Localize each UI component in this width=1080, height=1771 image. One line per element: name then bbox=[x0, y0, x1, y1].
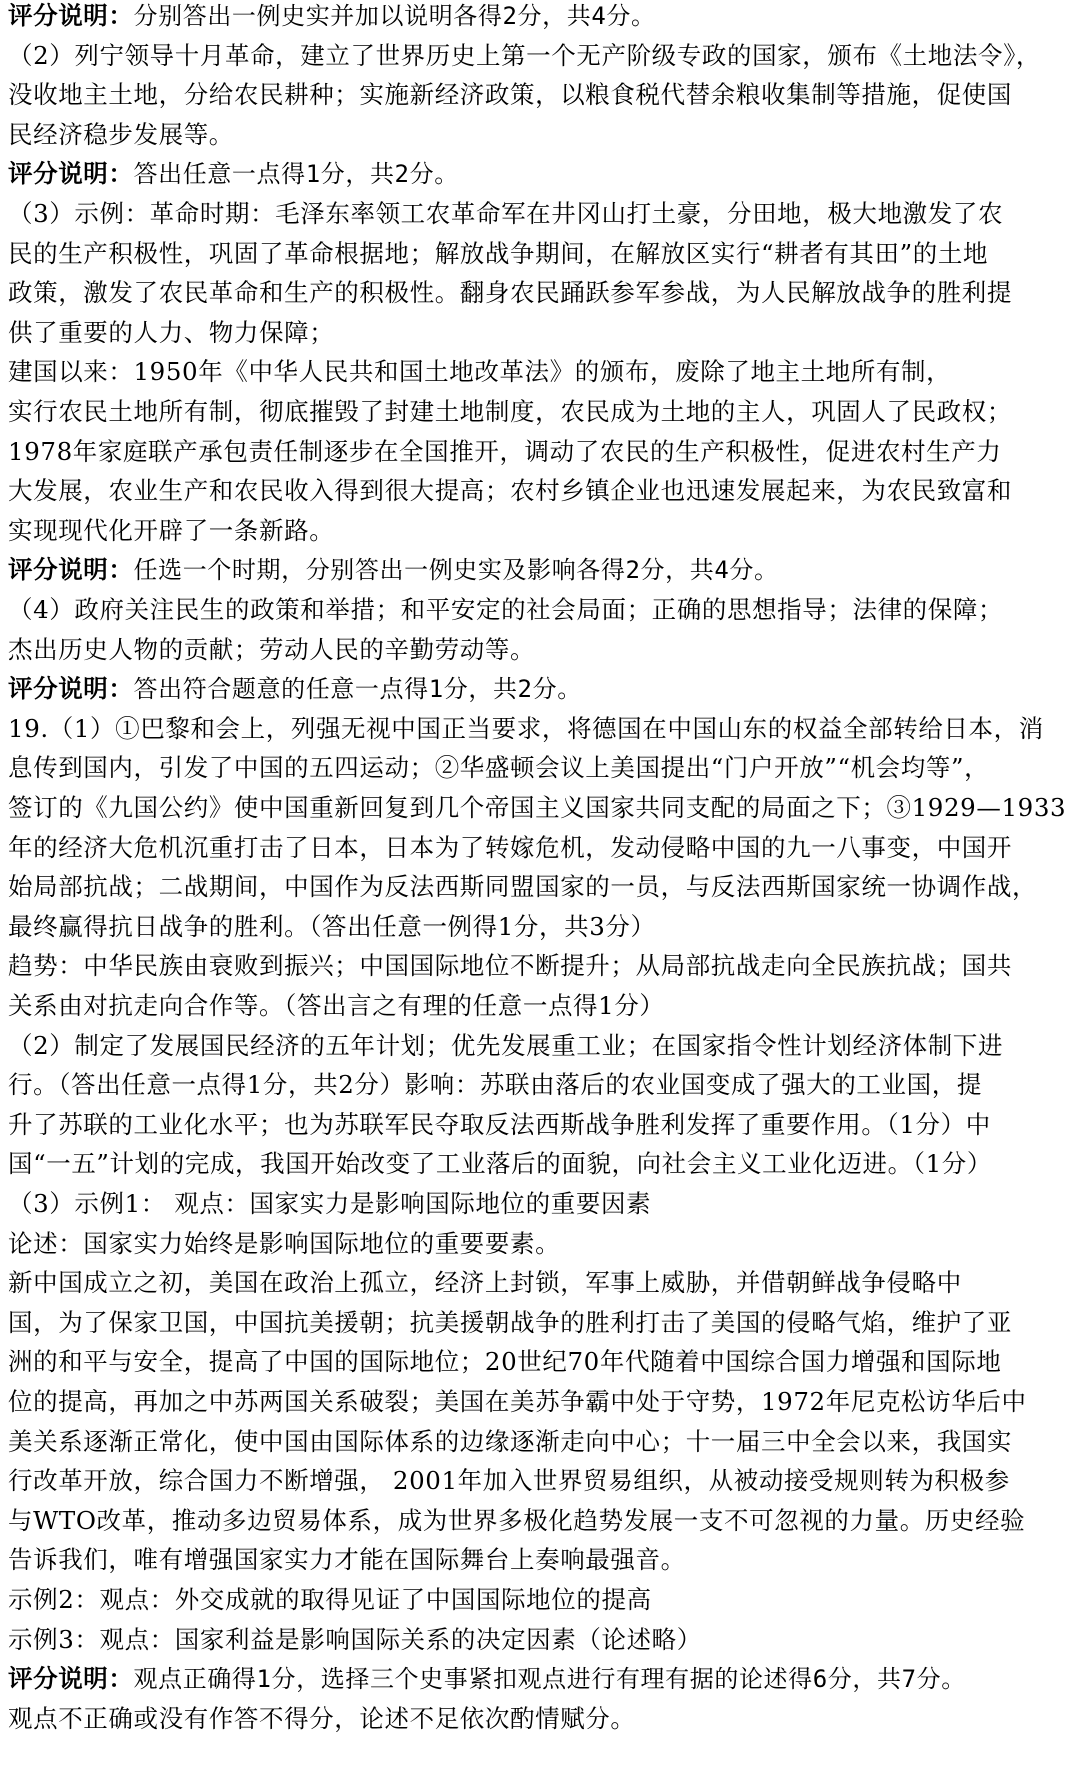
line-text: 民的生产积极性，巩固了革命根据地；解放战争期间，在解放区实行“耕者有其田”的土地 bbox=[8, 238, 989, 268]
scoring-note-line bbox=[8, 0, 1072, 36]
line-text: 分别答出一例史实并加以说明各得2分，共4分。 bbox=[133, 2, 656, 30]
line-text: 实现现代化开辟了一条新路。 bbox=[8, 515, 335, 545]
answer-line bbox=[8, 1224, 1072, 1264]
answer-line bbox=[8, 630, 1072, 670]
line-text: 国“一五”计划的完成，我国开始改变了工业落后的面貌，向社会主义工业化迈进。（1分） bbox=[8, 1149, 992, 1179]
line-text: 行改革开放，综合国力不断增强， 2001年加入世界贸易组织，从被动接受规则转为积极参 bbox=[8, 1466, 1010, 1496]
line-text: 新中国成立之初，美国在政治上孤立，经济上封锁，军事上威胁，并借朝鲜战争侵略中 bbox=[8, 1268, 962, 1298]
line-text: 示例2：观点：外交成就的取得见证了中国国际地位的提高 bbox=[8, 1585, 652, 1614]
answer-line bbox=[8, 828, 1072, 868]
line-text: 行。（答出任意一点得1分，共2分）影响：苏联由落后的农业国变成了强大的工业国，提 bbox=[8, 1070, 982, 1100]
scoring-note-line bbox=[8, 669, 1072, 709]
answer-line bbox=[8, 1144, 1072, 1184]
scoring-note-line bbox=[8, 550, 1072, 590]
scoring-label: 评分说明： bbox=[8, 159, 134, 189]
scoring-label: 评分说明： bbox=[8, 674, 134, 704]
answer-line bbox=[8, 36, 1072, 76]
answer-line bbox=[8, 1699, 1072, 1739]
line-text: 国，为了保家卫国，中国抗美援朝；抗美援朝战争的胜利打击了美国的侵略气焰，维护了亚 bbox=[8, 1307, 1012, 1337]
answer-line bbox=[8, 1540, 1072, 1580]
answer-line bbox=[8, 986, 1072, 1026]
line-text: 1978年家庭联产承包责任制逐步在全国推开，调动了农民的生产积极性，促进农村生产力 bbox=[8, 436, 1002, 466]
line-text: 最终赢得抗日战争的胜利。（答出任意一例得1分，共3分） bbox=[8, 911, 656, 941]
line-text: 杰出历史人物的贡献；劳动人民的辛勤劳动等。 bbox=[8, 634, 536, 664]
line-text: 位的提高，再加之中苏两国关系破裂；美国在美苏争霸中处于守势，1972年尼克松访华后中 bbox=[8, 1387, 1027, 1416]
line-text: 升了苏联的工业化水平；也为苏联军民夺取反法西斯战争胜利发挥了重要作用。（1分）中 bbox=[8, 1109, 991, 1139]
line-text: （4）政府关注民生的政策和举措；和平安定的社会局面；正确的思想指导；法律的保障； bbox=[8, 595, 1004, 624]
answer-line bbox=[8, 352, 1072, 392]
line-text: （2）制定了发展国民经济的五年计划；优先发展重工业；在国家指令性计划经济体制下进 bbox=[8, 1030, 1004, 1060]
answer-line bbox=[8, 392, 1072, 432]
line-text: 实行农民土地所有制，彻底摧毁了封建土地制度，农民成为土地的主人，巩固人了民政权； bbox=[8, 397, 1012, 426]
line-text: 答出任意一点得1分，共2分。 bbox=[133, 160, 459, 189]
line-text: 始局部抗战；二战期间，中国作为反法西斯同盟国家的一员，与反法西斯国家统一协调作战， bbox=[8, 872, 1038, 902]
line-text: 年的经济大危机沉重打击了日本，日本为了转嫁危机，发动侵略中国的九一八事变，中国开 bbox=[8, 832, 1012, 862]
answer-line bbox=[8, 1026, 1072, 1066]
line-text: 民经济稳步发展等。 bbox=[8, 119, 234, 149]
answer-line bbox=[8, 194, 1072, 234]
answer-line bbox=[8, 1501, 1072, 1541]
line-text: 洲的和平与安全，提高了中国的国际地位；20世纪70年代随着中国综合国力增强和国际地 bbox=[8, 1347, 1002, 1377]
answer-line bbox=[8, 907, 1072, 947]
line-text: 政策，激发了农民革命和生产的积极性。翻身农民踊跃参军参战，为人民解放战争的胜利提 bbox=[8, 278, 1012, 308]
scoring-label: 评分说明： bbox=[8, 555, 134, 585]
answer-line bbox=[8, 1184, 1072, 1224]
line-text: 签订的《九国公约》使中国重新回复到几个帝国主义国家共同支配的局面之下；③1929—1933 bbox=[8, 793, 1067, 822]
answer-line bbox=[8, 511, 1072, 551]
answer-line bbox=[8, 75, 1072, 115]
answer-line bbox=[8, 115, 1072, 155]
line-text: 美关系逐渐正常化，使中国由国际体系的边缘逐渐走向中心；十一届三中全会以来，我国实 bbox=[8, 1426, 1012, 1456]
line-text: 建国以来：1950年《中华人民共和国土地改革法》的颁布，废除了地主土地所有制， bbox=[8, 357, 952, 387]
line-text: 趋势：中华民族由衰败到振兴；中国国际地位不断提升；从局部抗战走向全民族抗战；国共 bbox=[8, 951, 1012, 981]
line-text: 示例3：观点：国家利益是影响国际关系的决定因素（论述略） bbox=[8, 1624, 702, 1654]
answer-line bbox=[8, 1580, 1072, 1620]
line-text: 论述：国家实力始终是影响国际地位的重要要素。 bbox=[8, 1228, 561, 1258]
scoring-note-line bbox=[8, 154, 1072, 194]
line-text: 大发展，农业生产和农民收入得到很大提高；农村乡镇企业也迅速发展起来，为农民致富和 bbox=[8, 476, 1012, 506]
answer-line bbox=[8, 1382, 1072, 1422]
answer-line bbox=[8, 867, 1072, 907]
answer-line bbox=[8, 709, 1072, 749]
line-text: 没收地主土地，分给农民耕种；实施新经济政策，以粮食税代替余粮收集制等措施，促使国 bbox=[8, 80, 1012, 110]
answer-line bbox=[8, 1422, 1072, 1462]
answer-line bbox=[8, 234, 1072, 274]
answer-line bbox=[8, 1263, 1072, 1303]
answer-line bbox=[8, 313, 1072, 353]
answer-line bbox=[8, 1342, 1072, 1382]
answer-line bbox=[8, 1105, 1072, 1145]
line-text: （3）示例：革命时期：毛泽东率领工农革命军在井冈山打土豪，分田地，极大地激发了农 bbox=[8, 199, 1004, 228]
line-text: 息传到国内，引发了中国的五四运动；②华盛顿会议上美国提出“门户开放”“机会均等”， bbox=[8, 753, 990, 783]
answer-line bbox=[8, 748, 1072, 788]
answer-line bbox=[8, 1303, 1072, 1343]
answer-line bbox=[8, 1620, 1072, 1660]
line-text: 告诉我们，唯有增强国家实力才能在国际舞台上奏响最强音。 bbox=[8, 1545, 686, 1575]
line-text: 观点不正确或没有作答不得分，论述不足依次酌情赋分。 bbox=[8, 1703, 636, 1733]
line-text: 供了重要的人力、物力保障； bbox=[8, 317, 335, 347]
answer-line bbox=[8, 471, 1072, 511]
line-text: 与WTO改革，推动多边贸易体系，成为世界多极化趋势发展一支不可忽视的力量。历史经验 bbox=[8, 1505, 1026, 1535]
line-text: 任选一个时期，分别答出一例史实及影响各得2分，共4分。 bbox=[133, 556, 779, 585]
answer-line bbox=[8, 590, 1072, 630]
line-text: （3）示例1： 观点：国家实力是影响国际地位的重要因素 bbox=[8, 1189, 652, 1218]
line-text: 答出符合题意的任意一点得1分，共2分。 bbox=[133, 675, 582, 704]
answer-line bbox=[8, 946, 1072, 986]
scoring-note-line bbox=[8, 1659, 1072, 1699]
line-text: 关系由对抗走向合作等。（答出言之有理的任意一点得1分） bbox=[8, 991, 665, 1020]
answer-line bbox=[8, 1065, 1072, 1105]
answer-line bbox=[8, 788, 1072, 828]
line-text: 19.（1）①巴黎和会上，列强无视中国正当要求，将德国在中国山东的权益全部转给日本，消 bbox=[8, 713, 1044, 743]
line-text: （2）列宁领导十月革命，建立了世界历史上第一个无产阶级专政的国家，颁布《土地法令》， bbox=[8, 40, 1042, 70]
scoring-label: 评分说明： bbox=[8, 1664, 134, 1694]
answer-line bbox=[8, 273, 1072, 313]
answer-line bbox=[8, 1461, 1072, 1501]
line-text: 观点正确得1分，选择三个史事紧扣观点进行有理有据的论述得6分，共7分。 bbox=[133, 1665, 966, 1694]
scoring-label: 评分说明： bbox=[8, 1, 134, 30]
answer-line bbox=[8, 432, 1072, 472]
